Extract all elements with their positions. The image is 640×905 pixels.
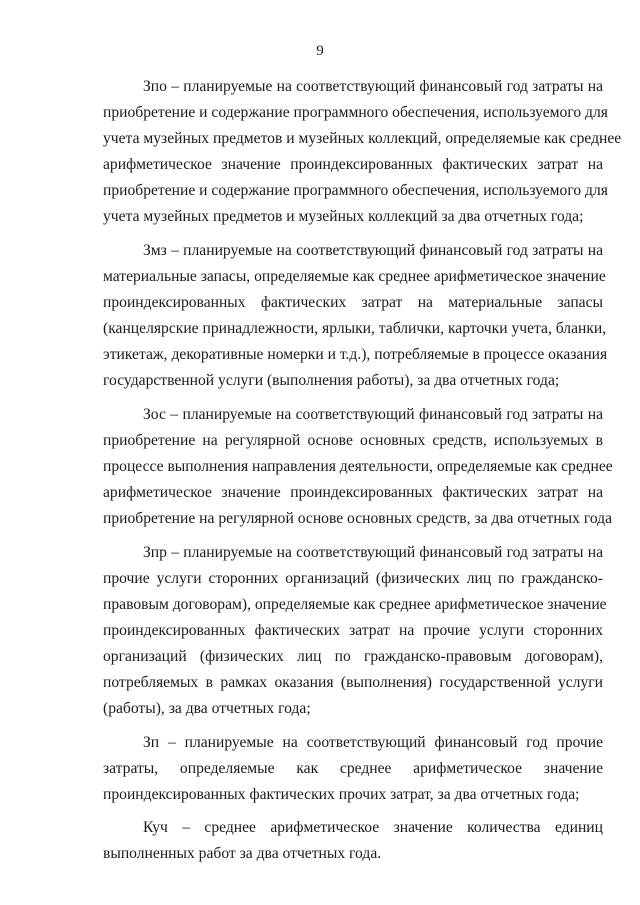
- text-line: процессе выполнения направления деятельности, определяемые как среднее: [103, 457, 613, 475]
- text-line: учета музейных предметов и музейных коллекций, определяемые как среднее: [103, 130, 622, 148]
- text-line: учета музейных предметов и музейных коллекций за два отчетных года;: [103, 208, 584, 226]
- text-line: Зп – планируемые на соответствующий финансовый год прочие: [143, 733, 603, 751]
- text-line: арифметическое значение проиндексированных фактических затрат на: [103, 156, 603, 174]
- text-line: Куч – среднее арифметическое значение количества единиц: [143, 819, 603, 837]
- paragraph-zos: [103, 402, 613, 532]
- text-line: этикетаж, декоративные номерки и т.д.), потребляемые в процессе оказания: [103, 346, 608, 364]
- text-line: прочие услуги сторонних организаций (физических лиц по гражданско-: [103, 569, 603, 587]
- text-line: приобретение и содержание программного обеспечения, используемого для: [103, 182, 608, 200]
- text-line: проиндексированных фактических прочих затрат, за два отчетных года;: [103, 785, 580, 803]
- paragraph-zmz: [103, 238, 608, 394]
- text-line: приобретение на регулярной основе основных средств, используемых в: [103, 431, 603, 449]
- paragraph-zp: [103, 730, 603, 808]
- text-line: (работы), за два отчетных года;: [103, 699, 311, 717]
- page-number: 9: [316, 43, 324, 59]
- text-line: Змз – планируемые на соответствующий финансовый год затраты на: [143, 241, 603, 259]
- paragraph-kuch: [103, 815, 603, 867]
- text-line: арифметическое значение проиндексированных фактических затрат на: [103, 483, 603, 501]
- paragraph-zpo: [103, 74, 622, 230]
- text-line: Зпо – планируемые на соответствующий финансовый год затраты на: [143, 78, 603, 95]
- text-line: приобретение и содержание программного обеспечения, используемого для: [103, 104, 608, 122]
- text-line: организаций (физических лиц по гражданско-правовым договорам),: [103, 647, 603, 665]
- text-line: проиндексированных фактических затрат на прочие услуги сторонних: [103, 621, 603, 639]
- text-line: Зос – планируемые на соответствующий финансовый год затраты на: [143, 405, 603, 423]
- text-line: потребляемых в рамках оказания (выполнения) государственной услуги: [103, 673, 603, 691]
- text-line: выполненных работ за два отчетных года.: [103, 845, 382, 863]
- paragraph-zpr: [103, 540, 607, 722]
- text-line: правовым договорам), определяемые как среднее арифметическое значение: [103, 595, 607, 613]
- text-line: (канцелярские принадлежности, ярлыки, таблички, карточки учета, бланки,: [103, 320, 607, 338]
- text-line: приобретение на регулярной основе основных средств, за два отчетных года: [103, 509, 613, 527]
- document-body: [103, 74, 622, 875]
- text-line: проиндексированных фактических затрат на материальные запасы: [103, 293, 603, 311]
- text-line: затраты, определяемые как среднее арифметическое значение: [103, 759, 603, 777]
- text-line: Зпр – планируемые на соответствующий финансовый год затраты на: [143, 543, 603, 561]
- text-line: материальные запасы, определяемые как среднее арифметическое значение: [103, 267, 606, 285]
- text-line: государственной услуги (выполнения работы), за два отчетных года;: [103, 372, 560, 390]
